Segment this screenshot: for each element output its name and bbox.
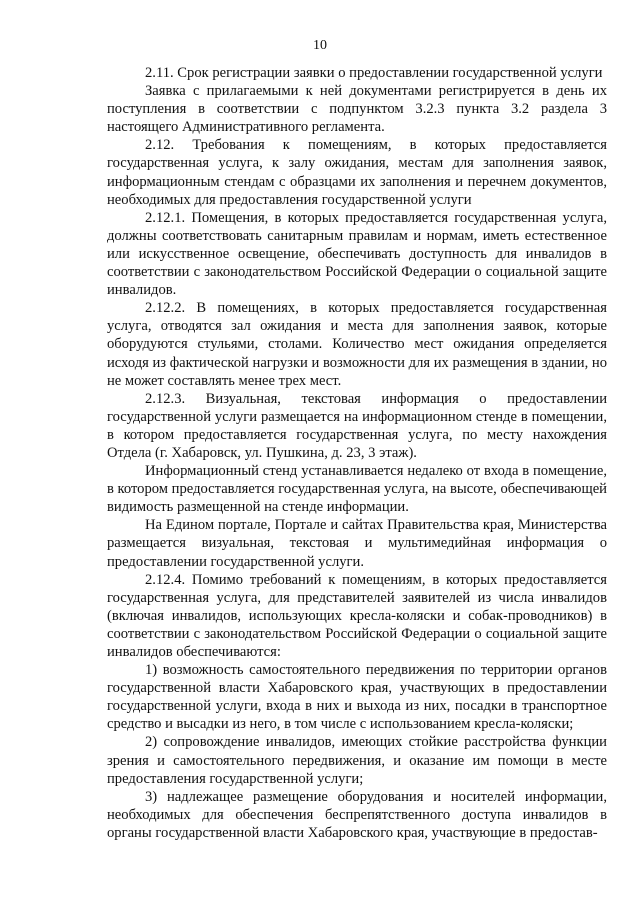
paragraph-portal-info: На Едином портале, Портале и сайтах Правительства края, Министерства размещается визуальная, текстовая и мультимедийная информация о предоставлении государственной услуги. bbox=[107, 517, 607, 570]
list-item-3: 3) надлежащее размещение оборудования и носителей информации, необходимых для обеспечения беспрепятственного доступа инвалидов в органы государственной власти Хабаровского края, участвующие в предостав- bbox=[107, 788, 607, 841]
paragraph-2-12-1: 2.12.1. Помещения, в которых предоставляется государственная услуга, должны соответствовать санитарным правилам и нормам, иметь естественное или искусственное освещение, обеспечивать доступность для инвалидов в соответствии с законодательством Российской Федерации о социальной защите инвалидов. bbox=[107, 209, 607, 299]
paragraph-registration: Заявка с прилагаемыми к ней документами регистрируется в день их поступления в соответствии с подпунктом 3.2.3 пункта 3.2 раздела 3 настоящего Административного регламента. bbox=[107, 83, 607, 136]
page-number: 10 bbox=[313, 38, 327, 53]
list-item-2: 2) сопровождение инвалидов, имеющих стойкие расстройства функции зрения и самостоятельного передвижения, и оказание им помощи в месте предоставления государственной услуги; bbox=[107, 734, 607, 787]
paragraph-2-12-4: 2.12.4. Помимо требований к помещениям, в которых предоставляется государственная услуга, для представителей заявителей из числа инвалидов (включая инвалидов, использующих кресла-коляски и собак-проводников) в соответствии с законодательством Российской Федерации о социальной защите инвалидов обеспечиваются: bbox=[107, 571, 607, 660]
paragraph-2-11-heading: 2.11. Срок регистрации заявки о предоставлении государственной услуги bbox=[145, 65, 603, 81]
paragraph-2-12-2: 2.12.2. В помещениях, в которых предоставляется государственная услуга, отводятся зал ожидания и места для заполнения заявок, которые оборудуются стульями, столами. Количество мест ожидания определяется исходя из фактической нагрузки и возможности для их размещения в здании, но не может составлять менее трех мест. bbox=[107, 300, 607, 389]
paragraph-2-12-3: 2.12.3. Визуальная, текстовая информация о предоставлении государственной услуги размещается на информационном стенде в помещении, в котором предоставляется государственная услуга, по месту нахождения Отдела (г. Хабаровск, ул. Пушкина, д. 23, 3 этаж). bbox=[107, 390, 607, 461]
paragraph-info-stand: Информационный стенд устанавливается недалеко от входа в помещение, в котором предоставляется государственная услуга, на высоте, обеспечивающей видимость размещенной на стенде информации. bbox=[107, 463, 607, 516]
paragraph-2-12-heading: 2.12. Требования к помещениям, в которых предоставляется государственная услуга, к залу ожидания, местам для заполнения заявок, информационным стендам с образцами их заполнения и перечнем документов, необходимых для предоставления государственной услуги bbox=[107, 137, 607, 208]
list-item-1: 1) возможность самостоятельного передвижения по территории органов государственной власти Хабаровского края, участвующих в предоставлении государственной услуги, входа в них и выхода из них, посадки в транспортное средство и высадки из него, в том числе с использованием кресла-коляски; bbox=[107, 662, 607, 733]
document-body bbox=[107, 64, 607, 842]
